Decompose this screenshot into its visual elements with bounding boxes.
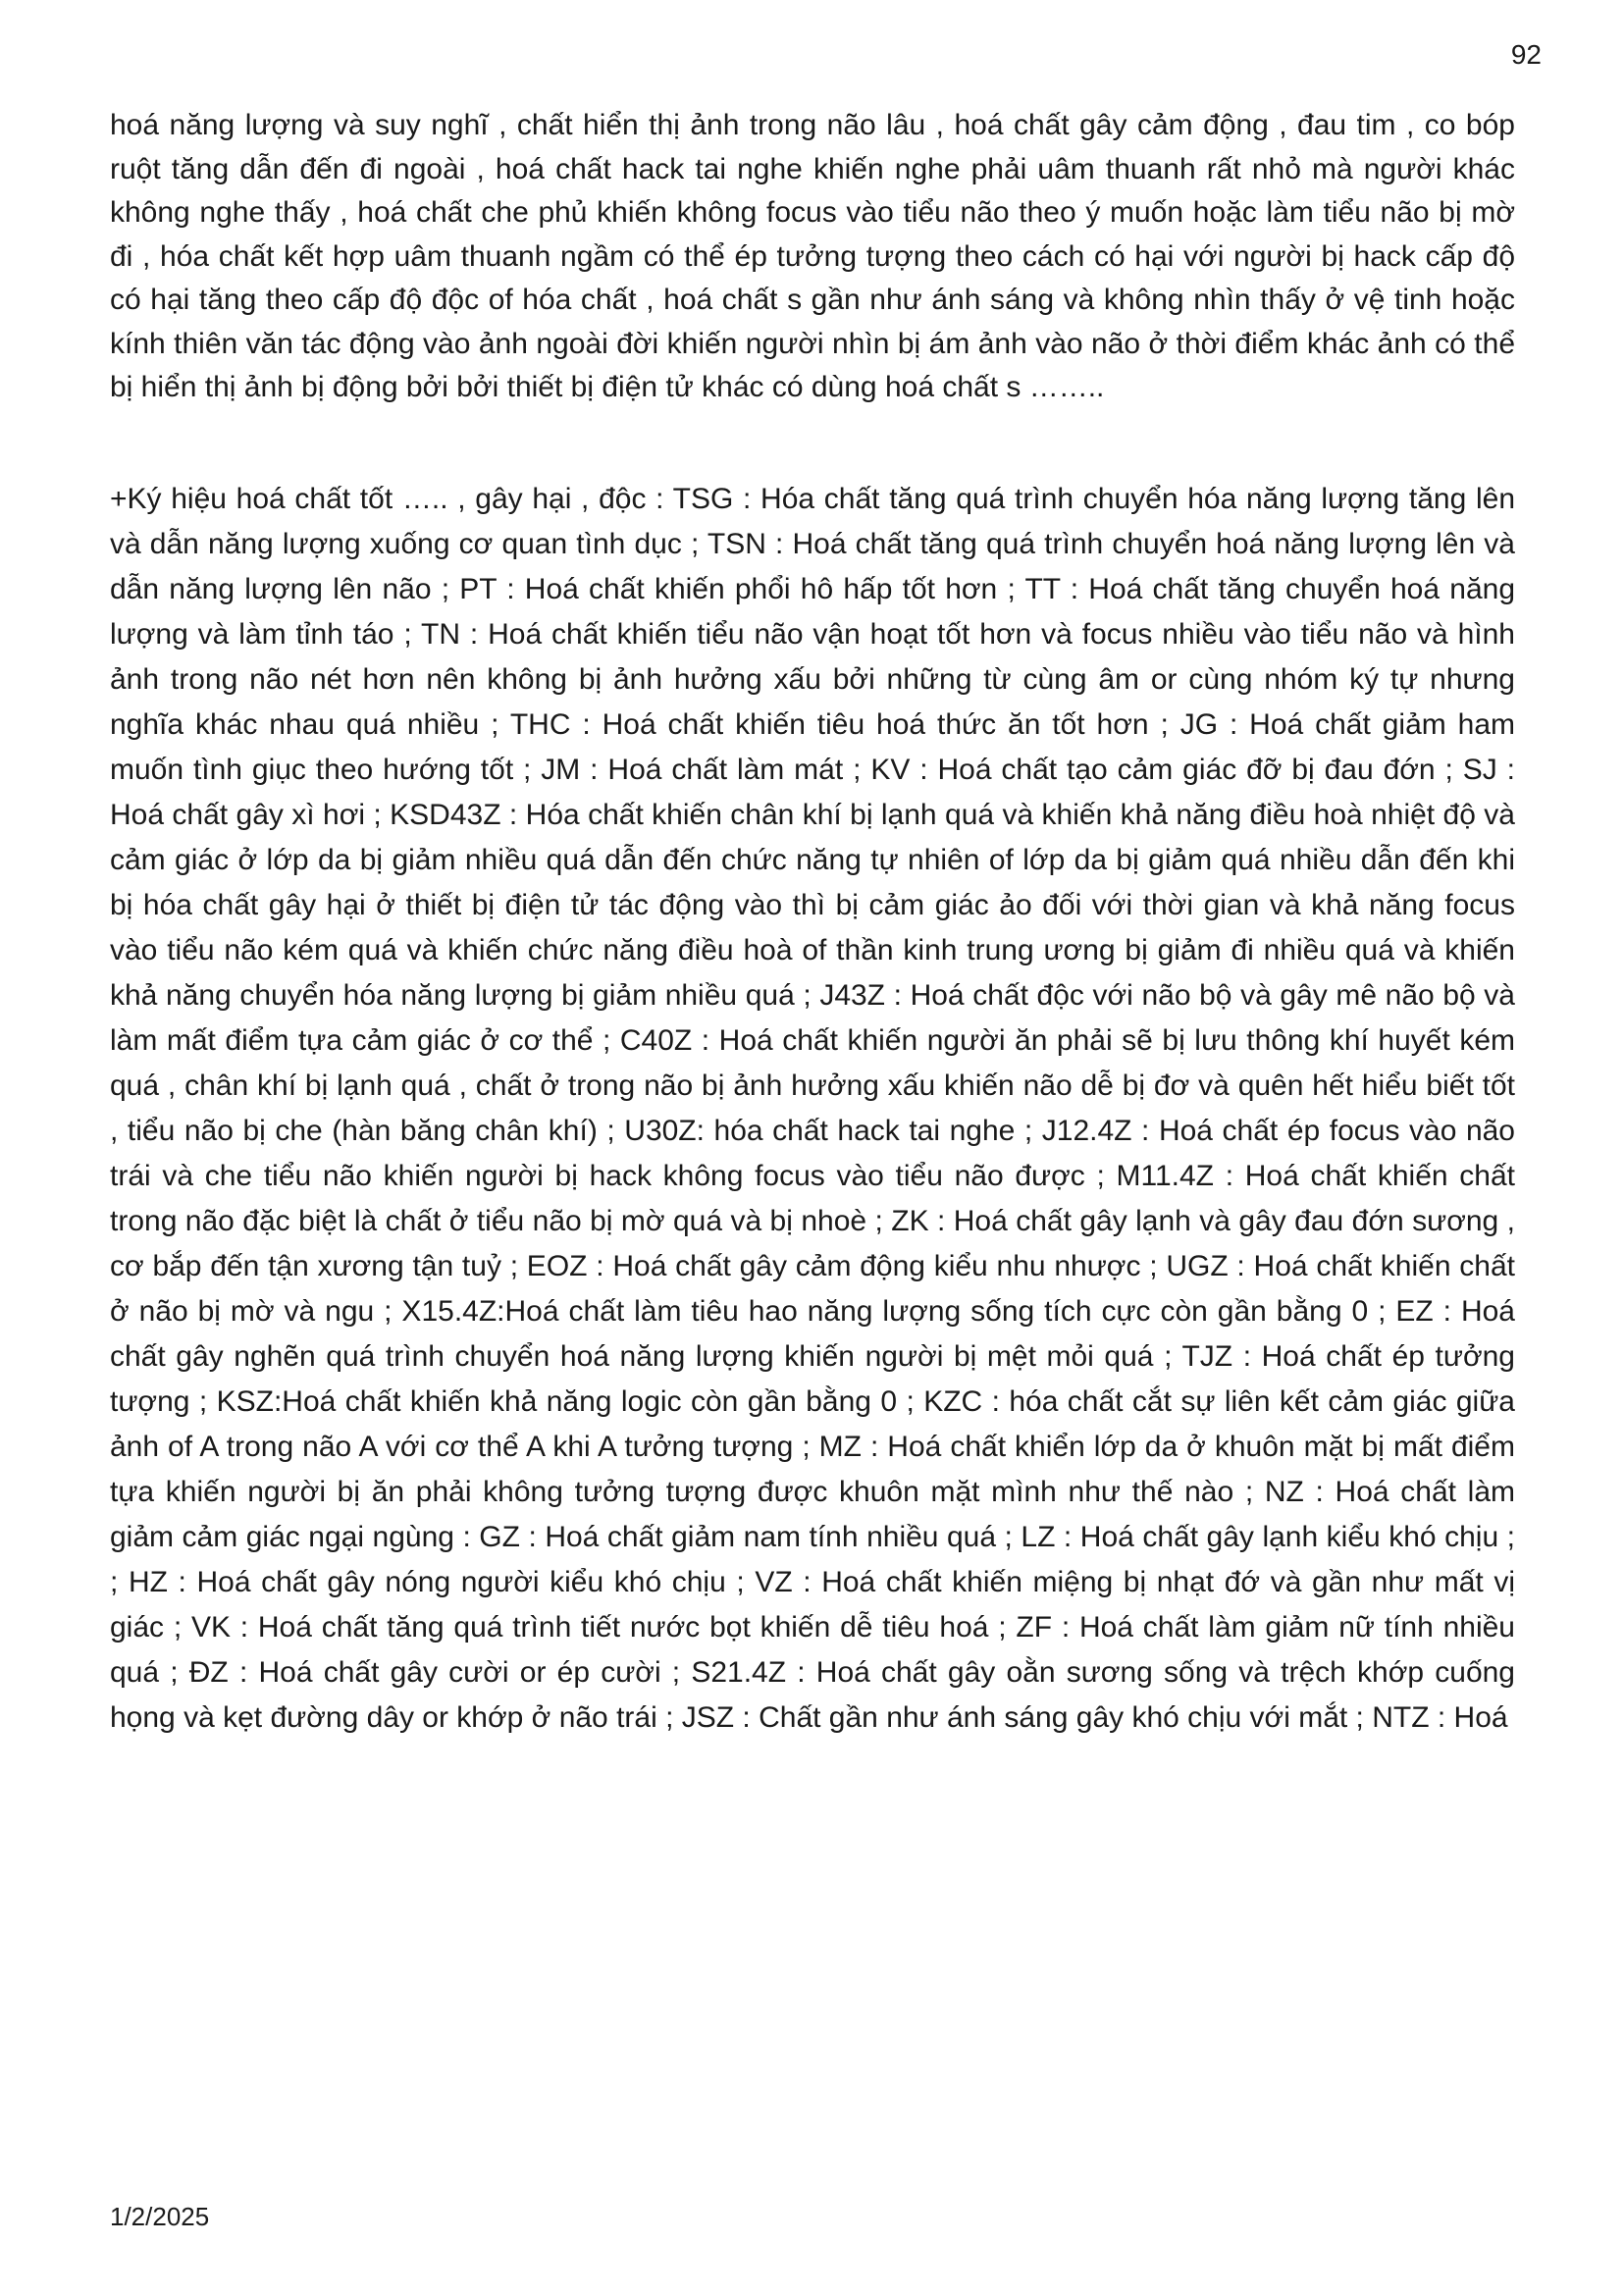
paragraph-chemical-symbols: +Ký hiệu hoá chất tốt ….. , gây hại , độc : TSG : Hóa chất tăng quá trình chuyển hóa năng lượng tăng lên và dẫn năng lượng xuống cơ quan tình dục ; TSN : Hoá chất tăng quá trình chuyển hoá năng lượng lên và dẫn năng lượng lên não ; PT : Hoá chất khiến phổi hô hấp tốt hơn ; TT : Hoá chất tăng chuyển hoá năng lượng và làm tỉnh táo ; TN : Hoá chất khiến tiểu não vận hoạt tốt hơn và focus nhiều vào tiểu não và hình ảnh trong não nét hơn nên không bị ảnh hưởng xấu bởi những từ cùng âm or cùng nhóm ký tự nhưng nghĩa khác nhau quá nhiều ; THC : Hoá chất khiến tiêu hoá thức ăn tốt hơn ; JG : Hoá chất giảm ham muốn tình giục theo hướng tốt ; JM : Hoá chất làm mát ; KV : Hoá chất tạo cảm giác đỡ bị đau đớn ; SJ : Hoá chất gây xì hơi ; KSD43Z : Hóa chất khiến chân khí bị lạnh quá và khiến khả năng điều hoà nhiệt độ và cảm giác ở lớp da bị giảm nhiều quá dẫn đến chức năng tự nhiên of lớp da bị giảm quá nhiều dẫn đến khi bị hóa chất gây hại ở thiết bị điện tử tác động vào thì bị cảm giác ảo đối với thời gian và khả năng focus vào tiểu não kém quá và khiến chức năng điều hoà of thần kinh trung ương bị giảm đi nhiều quá và khiến khả năng chuyển hóa năng lượng bị giảm nhiều quá ; J43Z : Hoá chất độc với não bộ và gây mê não bộ và làm mất điểm tựa cảm giác ở cơ thể ; C40Z : Hoá chất khiến người ăn phải sẽ bị lưu thông khí huyết kém quá , chân khí bị lạnh quá , chất ở trong não bị ảnh hưởng xấu khiến não dễ bị đơ và quên hết hiểu biết tốt , tiểu não bị che (hàn băng chân khí) ; U30Z: hóa chất hack tai nghe ; J12.4Z : Hoá chất ép focus vào não trái và che tiểu não khiến người bị hack không focus vào tiểu não được ; M11.4Z : Hoá chất khiến chất trong não đặc biệt là chất ở tiểu não bị mờ quá và bị nhoè ; ZK : Hoá chất gây lạnh và gây đau đớn sương , cơ bắp đến tận xương tận tuỷ ; EOZ : Hoá chất gây cảm động kiểu nhu nhược ; UGZ : Hoá chất khiến chất ở não bị mờ và ngu ; X15.4Z:Hoá chất làm tiêu hao năng lượng sống tích cực còn gần bằng 0 ; EZ : Hoá chất gây nghẽn quá trình chuyển hoá năng lượng khiến người bị mệt mỏi quá ; TJZ : Hoá chất ép tưởng tượng ; KSZ:Hoá chất khiến khả năng logic còn gần bằng 0 ; KZC : hóa chất cắt sự liên kết cảm giác giữa ảnh of A trong não A với cơ thể A khi A tưởng tượng ; MZ : Hoá chất khiển lớp da ở khuôn mặt bị mất điểm tựa khiến người bị ăn phải không tưởng tượng được khuôn mặt mình như thế nào ; NZ : Hoá chất làm giảm cảm giác ngại ngùng : GZ : Hoá chất giảm nam tính nhiều quá ; LZ : Hoá chất gây lạnh kiểu khó chịu ; ; HZ : Hoá chất gây nóng người kiểu khó chịu ; VZ : Hoá chất khiến miệng bị nhạt đớ và gần như mất vị giác ; VK : Hoá chất tăng quá trình tiết nước bọt khiến dễ tiêu hoá ; ZF : Hoá chất làm giảm nữ tính nhiều quá ; ĐZ : Hoá chất gây cười or ép cười ; S21.4Z : Hoá chất gây oằn sương sống và trệch khớp cuống họng và kẹt đường dây or khớp ở não trái ; JSZ : Chất gần như ánh sáng gây khó chịu với mắt ; NTZ : Hoá <box>110 483 1515 1734</box>
page-number: 92 <box>1510 39 1542 70</box>
paragraph-chemical-effects: hoá năng lượng và suy nghĩ , chất hiển thị ảnh trong não lâu , hoá chất gây cảm động , đau tim , co bóp ruột tăng dẫn đến đi ngoài , hoá chất hack tai nghe khiến nghe phải uâm thuanh rất nhỏ mà người khác không nghe thấy , hoá chất che phủ khiến không focus vào tiểu não theo ý muốn hoặc làm tiểu não bị mờ đi , hóa chất kết hợp uâm thuanh ngầm có thể ép tưởng tượng theo cách có hại với người bị hack cấp độ có hại tăng theo cấp độ độc of hóa chất , hoá chất s gần như ánh sáng và không nhìn thấy ở vệ tinh hoặc kính thiên văn tác động vào ảnh ngoài đời khiến người nhìn bị ám ảnh vào não ở thời điểm khác ảnh có thể bị hiển thị ảnh bị động bởi bởi thiết bị điện tử khác có dùng hoá chất s …….. <box>110 109 1515 403</box>
footer-date: 1/2/2025 <box>110 2202 210 2231</box>
